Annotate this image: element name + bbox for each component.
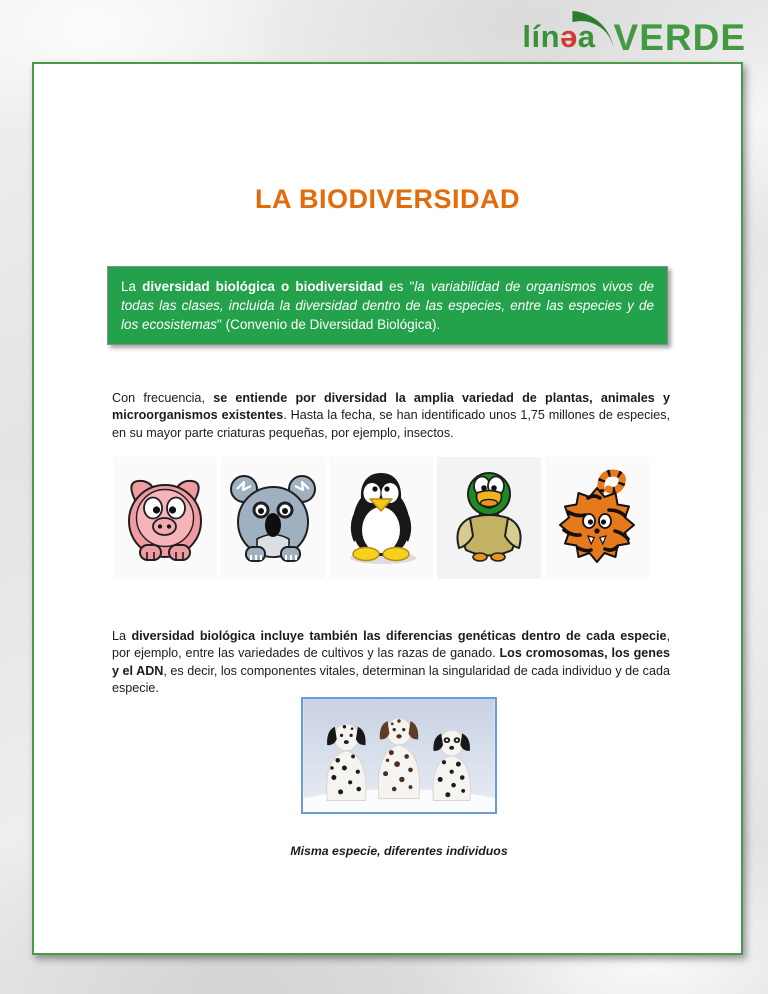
animal-image-duck	[437, 457, 541, 579]
figure-caption: Misma especie, diferentes individuos	[290, 844, 508, 858]
linea-verde-logo	[522, 6, 746, 58]
koala-icon	[223, 462, 323, 574]
animal-image-tiger	[545, 457, 649, 579]
logo-word-verde: VERDE	[613, 16, 746, 58]
pig-icon	[115, 462, 215, 574]
animal-image-koala	[221, 457, 325, 579]
animal-images-row	[113, 457, 649, 579]
dog-figure	[290, 697, 508, 858]
defbox-bold-text: diversidad biológica o biodiversidad	[142, 279, 384, 294]
animal-image-penguin	[329, 457, 433, 579]
dalmatians-photo	[301, 697, 497, 814]
penguin-icon	[331, 462, 431, 574]
tiger-icon	[547, 462, 647, 574]
logo-swoosh-icon	[565, 7, 617, 54]
animal-image-pig	[113, 457, 217, 579]
definition-box: La diversidad biológica o biodiversidad es "la variabilidad de organismos vivos de todas las clases, incluida la diversidad dentro de las especies, entre las especies y de los ecosistemas" (Convenio de Diversidad Biológica).	[107, 266, 668, 345]
paragraph-frequency: Con frecuencia, se entiende por diversidad la amplia variedad de plantas, animales y microorganismos existentes. Hasta la fecha, se han identificado unos 1,75 millones de especies, en su mayor parte criaturas pequeñas, por ejemplo, insectos.	[112, 391, 671, 440]
logo-schwa-letter: ə	[560, 19, 578, 54]
defbox-quote-text: la variabilidad de organismos vivos de todas las clases, incluida la diversidad dentro de las especies, entre las especies y de los ecosistemas	[121, 279, 654, 333]
logo-word-linea: línəa	[522, 19, 596, 54]
defbox-text: La	[121, 279, 143, 294]
document-page	[32, 62, 743, 955]
paragraph-genetics: La diversidad biológica incluye también las diferencias genéticas dentro de cada especie, por ejemplo, entre las variedades de cultivos y las razas de ganado. Los cromosomas, los genes y el ADN, es decir, los componentes vitales, determinan la singularidad de cada individuo y de cada especie.	[112, 629, 670, 695]
duck-icon	[439, 462, 539, 574]
page-title: LA BIODIVERSIDAD	[254, 184, 520, 214]
